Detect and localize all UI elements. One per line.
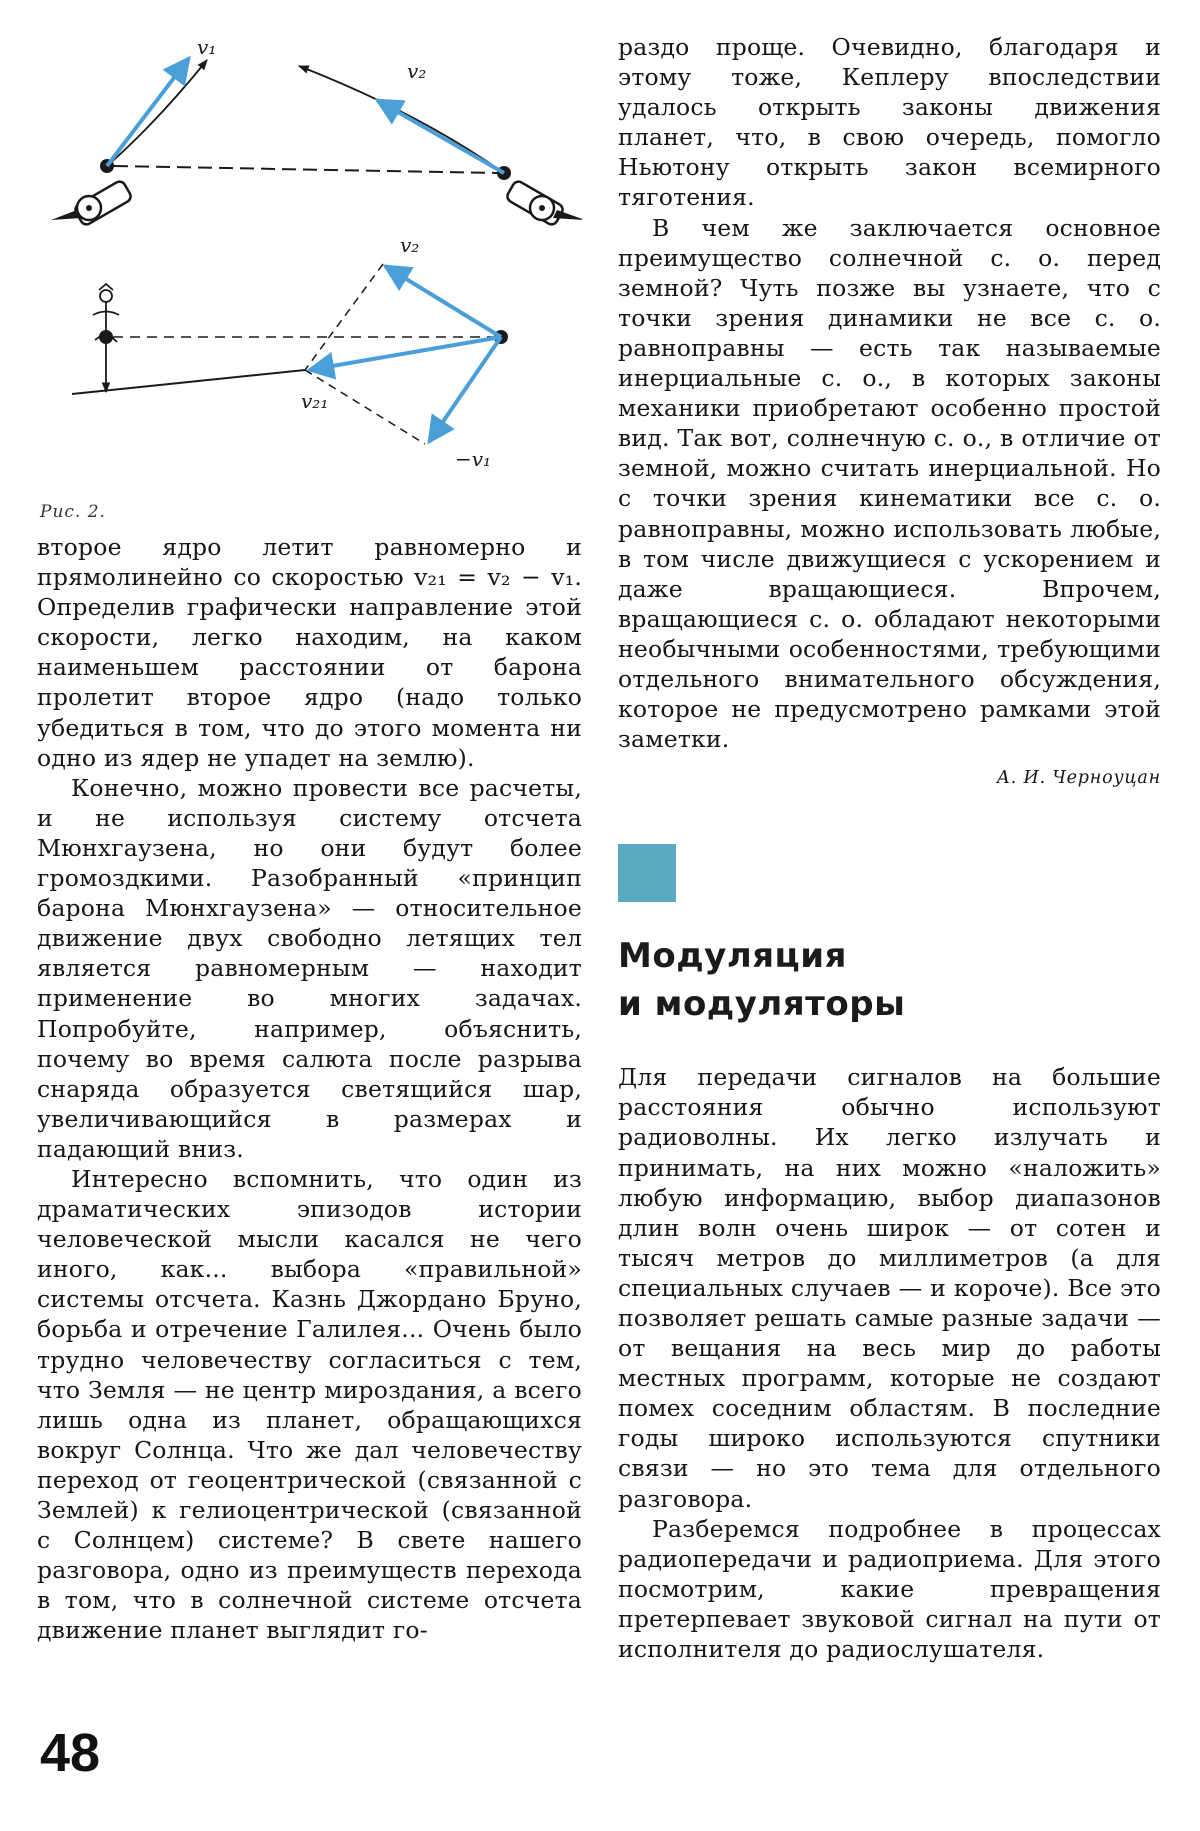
v2-arrow-top: [377, 100, 504, 173]
paragraph: Конечно, можно провести все расчеты, и не используя систему отсчета Мюнхгаузена, но они будут более громоздкими. Разобранный «принцип барона Мюнхгаузена» — относительное движение двух свободно летящих тел является равномерным — находит применение во многих задачах. Попробуйте, например, объяснить, почему во время салюта после разрыва снаряда образуется светящийся шар, увеличивающийся в размерах и падающий вниз.: [37, 773, 582, 1163]
label-v2-bottom: v₂: [400, 233, 420, 257]
v21-arrow: [309, 337, 501, 370]
minus-v1-arrow: [429, 337, 501, 442]
author-signature: А. И. Черноуцан: [996, 768, 1161, 789]
page-number: 48: [40, 1723, 101, 1783]
paragraph: Разберемся подробнее в процессах радиопередачи и радиоприема. Для этого посмотрим, какие превращения претерпевает звуковой сигнал на пути от исполнителя до радиослушателя.: [618, 1514, 1161, 1664]
figure-caption: Рис. 2.: [40, 502, 106, 522]
article-title-line-1: Модуляция: [618, 936, 847, 977]
paragraph: Интересно вспомнить, что один из драматических эпизодов истории человеческой мысли касался не чего иного, как... выбора «правильной» системы отсчета. Казнь Джордано Бруно, борьба и отречение Галилея... Очень было трудно человечеству согласиться с тем, что Земля — не центр мироздания, а всего лишь одна из планет, обращающихся вокруг Солнца. Что же дал человечеству переход от геоцентрической (связанной с Землей) к гелиоцентрической (связанной с Солнцем) системе? В свете нашего разговора, одно из преимуществ перехода в том, что в солнечной системе отсчета движение планет выглядит го-: [37, 1164, 582, 1645]
closest-approach-line: [72, 370, 305, 394]
trajectory-1: [107, 60, 207, 166]
paragraph: раздо проще. Очевидно, благодаря и этому тоже, Кеплеру впоследствии удалось открыть законы движения планет, что, в свою очередь, помогло Ньютону открыть закон всемирного тяготения.: [618, 33, 1161, 212]
right-column: [618, 32, 1161, 1664]
connecting-dashed-line: [114, 166, 497, 173]
paragraph: Для передачи сигналов на большие расстояния обычно используют радиоволны. Их легко излучать и принимать, на них можно «наложить» любую информацию, выбор диапазонов длин волн очень широк — от сотен и тысяч метров до миллиметров (а для специальных случаев — и короче). Все это позволяет решать самые разные задачи — от вещания на весь мир до работы местных программ, которые не создают помех соседним областям. В последние годы широко используются спутники связи — но это тема для отдельного разговора.: [618, 1063, 1161, 1513]
v1-arrow: [107, 58, 189, 166]
article-title-line-2: и модуляторы: [618, 984, 906, 1025]
label-v1: v₁: [197, 35, 217, 59]
parallelogram-side-1: [305, 264, 383, 370]
label-v2-top: v₂: [407, 59, 427, 83]
left-text-block: [37, 532, 582, 1645]
section-accent-square: [618, 844, 676, 902]
paragraph: В чем же заключается основное преимущество солнечной с. о. перед земной? Чуть позже вы узнаете, что с точки зрения динамики не все с. о. равноправны — есть так называемые инерциальные с. о., в которых законы механики приобретают особенно простой вид. Так вот, солнечную с. о., в отличие от земной, можно считать инерциальной. Но с точки зрения кинематики все с. о. равноправны, можно использовать любые, в том числе движущиеся с ускорением и даже вращающиеся. Впрочем, вращающиеся с. о. обладают некоторыми необычными особенностями, требующими отдельного внимательного обсуждения, которое не предусмотрено рамками этой заметки.: [618, 213, 1161, 754]
article-title: [618, 932, 1161, 1028]
baron-cannonball: [99, 330, 113, 344]
left-cannon: [51, 179, 133, 226]
vector-diagram: [37, 32, 582, 502]
left-column: [37, 32, 582, 1645]
figure-2: [37, 32, 582, 502]
right-cannon: [505, 179, 582, 226]
label-minus-v1: −v₁: [455, 447, 492, 471]
v2-arrow-bottom: [385, 266, 501, 337]
label-v21: v₂₁: [301, 389, 329, 413]
paragraph: второе ядро летит равномерно и прямолинейно со скоростью v₂₁ = v₂ − v₁. Определив графически направление этой скорости, легко находим, на каком наименьшем расстоянии от барона пролетит второе ядро (надо только убедиться в том, что до этого момента ни одно из ядер не упадет на землю).: [37, 533, 582, 772]
